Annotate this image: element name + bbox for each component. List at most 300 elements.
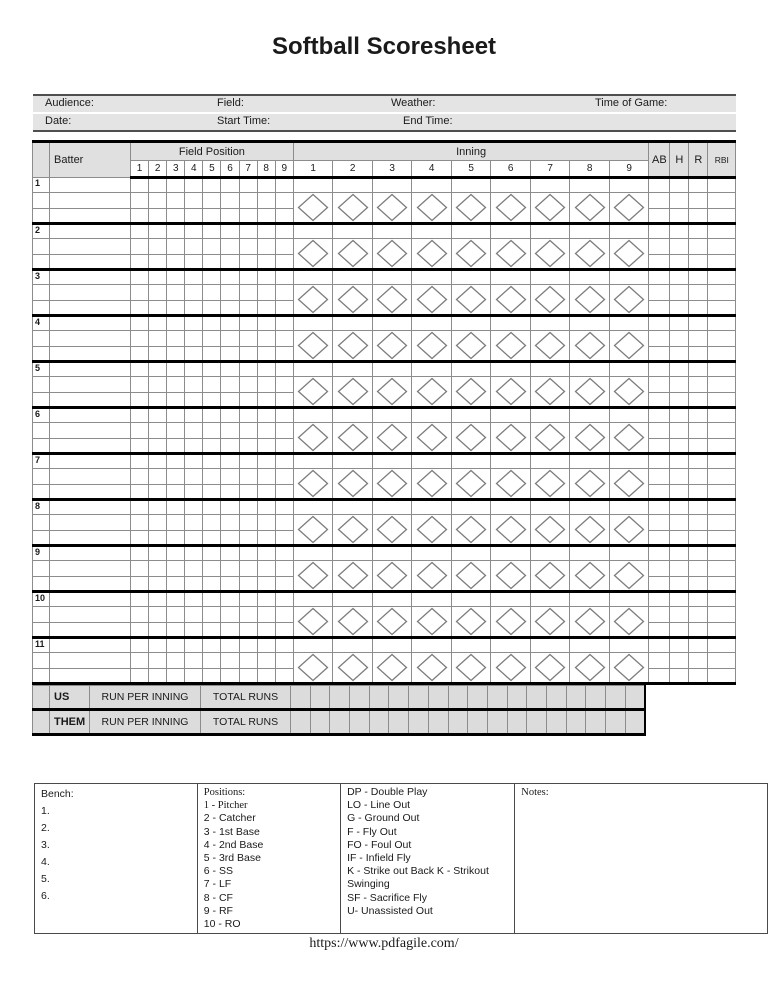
inning-diamond-cell	[293, 561, 333, 592]
bench-slot: 3.	[41, 839, 50, 851]
position-cell	[275, 208, 293, 224]
stat-cell	[670, 392, 689, 408]
batter-name-cell	[50, 423, 131, 439]
inning-diamond-cell	[530, 423, 570, 454]
stat-cell	[689, 592, 708, 607]
position-cell	[131, 362, 149, 377]
inning-note-cell	[491, 500, 531, 515]
inning-note-cell	[491, 408, 531, 423]
inning-diamond-cell	[609, 239, 649, 270]
stat-cell	[649, 300, 670, 316]
position-cell	[203, 423, 221, 439]
abbreviation-definition: K - Strike out Back K - Strikout Swinging	[347, 865, 489, 891]
base-diamond-icon	[613, 469, 645, 498]
batter-row	[33, 285, 736, 301]
position-cell	[221, 346, 239, 362]
inning-note-cell	[491, 546, 531, 561]
position-cell	[149, 546, 167, 561]
stat-cell	[689, 193, 708, 209]
inning-note-cell	[570, 454, 610, 469]
stat-cell	[689, 331, 708, 347]
inning-note-cell	[412, 178, 452, 193]
field-position-group-header: Field Position	[131, 142, 294, 161]
position-cell	[131, 438, 149, 454]
inning-note-cell	[609, 638, 649, 653]
row-spacer-cell	[33, 561, 50, 577]
stat-cell	[670, 331, 689, 347]
inning-note-cell	[372, 638, 412, 653]
position-cell	[149, 668, 167, 684]
position-cell	[149, 346, 167, 362]
position-cell	[275, 561, 293, 577]
base-diamond-icon	[376, 469, 408, 498]
inning-diamond-cell	[333, 423, 373, 454]
position-cell	[257, 316, 275, 331]
stat-cell	[670, 270, 689, 285]
inning-note-cell	[293, 500, 333, 515]
inning-note-cell	[609, 224, 649, 239]
inning-diamond-cell	[412, 193, 452, 224]
position-cell	[149, 331, 167, 347]
position-cell	[239, 638, 257, 653]
base-diamond-icon	[337, 515, 369, 544]
position-cell	[203, 561, 221, 577]
position-cell	[149, 561, 167, 577]
row-spacer-cell	[33, 484, 50, 500]
position-cell	[131, 331, 149, 347]
position-cell	[239, 178, 257, 193]
summary-spacer-cell	[33, 686, 50, 710]
position-cell	[167, 576, 185, 592]
position-cell	[275, 638, 293, 653]
inning-diamond-cell	[609, 469, 649, 500]
inning-note-cell	[491, 316, 531, 331]
position-definition: 2 - Catcher	[203, 812, 256, 825]
bench-slot: 4.	[41, 856, 50, 868]
stat-cell	[708, 546, 736, 561]
batter-name-cell	[50, 469, 131, 485]
position-cell	[131, 622, 149, 638]
position-cell	[167, 346, 185, 362]
inning-note-cell	[609, 592, 649, 607]
game-info-row-1	[33, 96, 736, 112]
position-cell	[203, 653, 221, 669]
inning-note-cell	[491, 178, 531, 193]
stat-cell	[670, 423, 689, 439]
base-diamond-icon	[495, 377, 527, 406]
row-spacer-cell	[33, 285, 50, 301]
position-cell	[275, 653, 293, 669]
run-count-cell	[409, 710, 429, 735]
position-cell	[221, 423, 239, 439]
row-spacer-cell	[33, 392, 50, 408]
position-cell	[149, 438, 167, 454]
stat-cell	[649, 653, 670, 669]
position-cell	[185, 561, 203, 577]
position-cell	[239, 546, 257, 561]
row-spacer-cell	[33, 377, 50, 393]
inning-diamond-cell	[570, 653, 610, 684]
stat-cell	[649, 178, 670, 193]
stat-cell	[689, 546, 708, 561]
position-cell	[257, 254, 275, 270]
base-diamond-icon	[337, 193, 369, 222]
position-cell	[257, 178, 275, 193]
batter-row	[33, 607, 736, 623]
stat-cell	[649, 622, 670, 638]
stat-cell	[708, 362, 736, 377]
inning-note-cell	[412, 592, 452, 607]
stat-cell	[708, 515, 736, 531]
field-position-number: 5	[203, 161, 221, 178]
position-cell	[131, 530, 149, 546]
inning-note-cell	[609, 178, 649, 193]
stat-cell	[689, 530, 708, 546]
stat-cell	[649, 239, 670, 255]
run-count-cell	[487, 686, 507, 710]
stat-cell	[689, 576, 708, 592]
position-cell	[185, 530, 203, 546]
inning-diamond-cell	[293, 653, 333, 684]
notes-cell	[515, 784, 768, 934]
inning-note-cell	[293, 592, 333, 607]
position-cell	[185, 346, 203, 362]
batter-row	[33, 500, 736, 515]
stat-cell	[670, 316, 689, 331]
position-cell	[185, 622, 203, 638]
inning-diamond-cell	[333, 285, 373, 316]
stat-cell	[708, 178, 736, 193]
hits-column-header: H	[670, 142, 689, 178]
position-cell	[149, 208, 167, 224]
position-cell	[239, 300, 257, 316]
stat-cell	[649, 362, 670, 377]
inning-diamond-cell	[412, 469, 452, 500]
position-cell	[131, 193, 149, 209]
batter-row	[33, 561, 736, 577]
run-count-cell	[586, 686, 606, 710]
position-cell	[167, 331, 185, 347]
position-cell	[185, 270, 203, 285]
position-cell	[149, 500, 167, 515]
position-cell	[221, 576, 239, 592]
inning-diamond-cell	[451, 515, 491, 546]
inning-diamond-cell	[491, 515, 531, 546]
position-cell	[257, 469, 275, 485]
position-cell	[167, 239, 185, 255]
position-cell	[203, 193, 221, 209]
row-spacer-cell	[33, 515, 50, 531]
inning-diamond-cell	[570, 285, 610, 316]
position-cell	[185, 607, 203, 623]
inning-note-cell	[530, 316, 570, 331]
stat-cell	[708, 270, 736, 285]
position-cell	[131, 254, 149, 270]
inning-note-cell	[491, 592, 531, 607]
inning-note-cell	[609, 500, 649, 515]
position-cell	[257, 653, 275, 669]
bench-slot: 5.	[41, 873, 50, 885]
inning-note-cell	[491, 270, 531, 285]
position-cell	[275, 622, 293, 638]
base-diamond-icon	[416, 285, 448, 314]
position-cell	[239, 285, 257, 301]
position-cell	[203, 484, 221, 500]
stat-cell	[708, 239, 736, 255]
run-count-cell	[566, 686, 586, 710]
position-cell	[167, 668, 185, 684]
position-cell	[257, 638, 275, 653]
inning-diamond-cell	[412, 331, 452, 362]
position-cell	[275, 607, 293, 623]
position-cell	[221, 622, 239, 638]
position-cell	[257, 392, 275, 408]
stat-cell	[708, 668, 736, 684]
stat-cell	[670, 408, 689, 423]
stat-cell	[708, 469, 736, 485]
inning-diamond-cell	[372, 561, 412, 592]
row-spacer-cell	[33, 607, 50, 623]
stat-cell	[670, 546, 689, 561]
run-count-cell	[507, 686, 527, 710]
position-cell	[257, 546, 275, 561]
stat-cell	[689, 239, 708, 255]
stat-cell	[708, 193, 736, 209]
inning-note-cell	[293, 638, 333, 653]
run-count-cell	[468, 710, 488, 735]
position-cell	[149, 362, 167, 377]
team-label: THEM	[50, 710, 90, 735]
position-cell	[221, 408, 239, 423]
stat-cell	[649, 193, 670, 209]
inning-note-cell	[609, 454, 649, 469]
audience-label: Audience:	[45, 97, 94, 109]
inning-note-cell	[530, 224, 570, 239]
stat-cell	[708, 500, 736, 515]
inning-note-cell	[491, 224, 531, 239]
position-definition: 6 - SS	[203, 865, 233, 878]
batter-name-cell	[50, 392, 131, 408]
position-cell	[257, 346, 275, 362]
inning-diamond-cell	[293, 607, 333, 638]
base-diamond-icon	[416, 515, 448, 544]
position-cell	[275, 423, 293, 439]
position-cell	[239, 270, 257, 285]
stat-cell	[649, 530, 670, 546]
stat-cell	[649, 515, 670, 531]
batter-row	[33, 239, 736, 255]
base-diamond-icon	[376, 331, 408, 360]
position-cell	[149, 576, 167, 592]
position-cell	[221, 254, 239, 270]
position-cell	[221, 239, 239, 255]
batter-name-cell	[50, 300, 131, 316]
stat-cell	[689, 622, 708, 638]
inning-note-cell	[412, 454, 452, 469]
run-count-cell	[330, 710, 350, 735]
base-diamond-icon	[613, 285, 645, 314]
inning-note-cell	[333, 362, 373, 377]
run-count-cell	[546, 686, 566, 710]
base-diamond-icon	[574, 239, 606, 268]
row-spacer-cell	[33, 193, 50, 209]
position-cell	[149, 270, 167, 285]
inning-diamond-cell	[491, 561, 531, 592]
position-cell	[257, 668, 275, 684]
inning-diamond-cell	[491, 239, 531, 270]
position-cell	[203, 239, 221, 255]
inning-diamond-cell	[530, 515, 570, 546]
abbreviation-definition: SF - Sacrifice Fly	[347, 891, 427, 904]
start-time-label: Start Time:	[217, 115, 271, 127]
footer-link[interactable]: https://www.pdfagile.com/	[309, 936, 459, 951]
run-count-cell	[291, 686, 311, 710]
inning-note-cell	[293, 224, 333, 239]
base-diamond-icon	[574, 193, 606, 222]
stat-cell	[689, 316, 708, 331]
stat-cell	[708, 377, 736, 393]
position-cell	[203, 208, 221, 224]
base-diamond-icon	[613, 331, 645, 360]
position-cell	[221, 392, 239, 408]
inning-diamond-cell	[293, 515, 333, 546]
position-cell	[185, 653, 203, 669]
run-count-cell	[606, 686, 626, 710]
base-diamond-icon	[495, 469, 527, 498]
batter-name-cell	[50, 454, 131, 469]
inning-note-cell	[570, 224, 610, 239]
batter-name-cell	[50, 193, 131, 209]
position-cell	[149, 193, 167, 209]
stat-cell	[708, 423, 736, 439]
row-spacer-cell	[33, 239, 50, 255]
stat-cell	[649, 346, 670, 362]
stat-cell	[649, 270, 670, 285]
position-cell	[149, 484, 167, 500]
stat-cell	[670, 576, 689, 592]
position-cell	[131, 515, 149, 531]
position-cell	[257, 561, 275, 577]
inning-diamond-cell	[372, 423, 412, 454]
stat-cell	[670, 454, 689, 469]
position-cell	[185, 423, 203, 439]
position-cell	[275, 178, 293, 193]
inning-note-cell	[451, 316, 491, 331]
batter-row	[33, 178, 736, 193]
position-cell	[131, 561, 149, 577]
position-cell	[203, 622, 221, 638]
base-diamond-icon	[455, 193, 487, 222]
bench-cell	[35, 784, 198, 934]
inning-diamond-cell	[412, 607, 452, 638]
stat-cell	[689, 346, 708, 362]
position-cell	[275, 300, 293, 316]
stat-cell	[670, 254, 689, 270]
base-diamond-icon	[297, 515, 329, 544]
position-cell	[203, 607, 221, 623]
inning-diamond-cell	[372, 193, 412, 224]
base-diamond-icon	[574, 285, 606, 314]
position-cell	[185, 592, 203, 607]
inning-note-cell	[570, 408, 610, 423]
stat-cell	[670, 208, 689, 224]
inning-note-cell	[412, 546, 452, 561]
inning-note-cell	[333, 408, 373, 423]
legend-table	[34, 783, 768, 934]
base-diamond-icon	[416, 239, 448, 268]
scoresheet-table	[32, 140, 736, 685]
run-count-cell	[350, 686, 370, 710]
batter-row	[33, 515, 736, 531]
base-diamond-icon	[613, 515, 645, 544]
field-position-number: 8	[257, 161, 275, 178]
position-cell	[185, 377, 203, 393]
position-cell	[257, 285, 275, 301]
run-count-cell	[527, 710, 547, 735]
position-cell	[203, 316, 221, 331]
position-cell	[239, 438, 257, 454]
inning-note-cell	[609, 408, 649, 423]
position-cell	[185, 515, 203, 531]
stat-cell	[708, 561, 736, 577]
position-cell	[185, 285, 203, 301]
stat-cell	[708, 484, 736, 500]
position-cell	[149, 607, 167, 623]
inning-number: 9	[609, 161, 649, 178]
summary-row	[33, 686, 645, 710]
base-diamond-icon	[534, 331, 566, 360]
position-cell	[149, 178, 167, 193]
inning-diamond-cell	[451, 653, 491, 684]
position-cell	[203, 300, 221, 316]
inning-diamond-cell	[451, 377, 491, 408]
base-diamond-icon	[455, 607, 487, 636]
position-cell	[221, 362, 239, 377]
stat-cell	[670, 346, 689, 362]
inning-note-cell	[609, 546, 649, 561]
base-diamond-icon	[455, 285, 487, 314]
stat-cell	[670, 239, 689, 255]
stat-cell	[670, 178, 689, 193]
stat-cell	[649, 561, 670, 577]
position-cell	[221, 607, 239, 623]
position-cell	[149, 285, 167, 301]
inning-note-cell	[530, 408, 570, 423]
base-diamond-icon	[613, 193, 645, 222]
position-cell	[221, 500, 239, 515]
position-cell	[221, 208, 239, 224]
inning-note-cell	[412, 224, 452, 239]
position-cell	[131, 346, 149, 362]
inning-diamond-cell	[333, 561, 373, 592]
run-count-cell	[468, 686, 488, 710]
inning-diamond-cell	[333, 469, 373, 500]
inning-note-cell	[293, 546, 333, 561]
base-diamond-icon	[297, 607, 329, 636]
position-cell	[221, 469, 239, 485]
position-cell	[275, 362, 293, 377]
position-cell	[257, 224, 275, 239]
stat-cell	[689, 392, 708, 408]
batter-row	[33, 316, 736, 331]
base-diamond-icon	[376, 239, 408, 268]
run-summary-table	[32, 685, 646, 736]
stat-cell	[649, 316, 670, 331]
inning-note-cell	[530, 454, 570, 469]
stat-cell	[689, 515, 708, 531]
position-definition: 9 - RF	[203, 904, 233, 917]
position-cell	[131, 484, 149, 500]
